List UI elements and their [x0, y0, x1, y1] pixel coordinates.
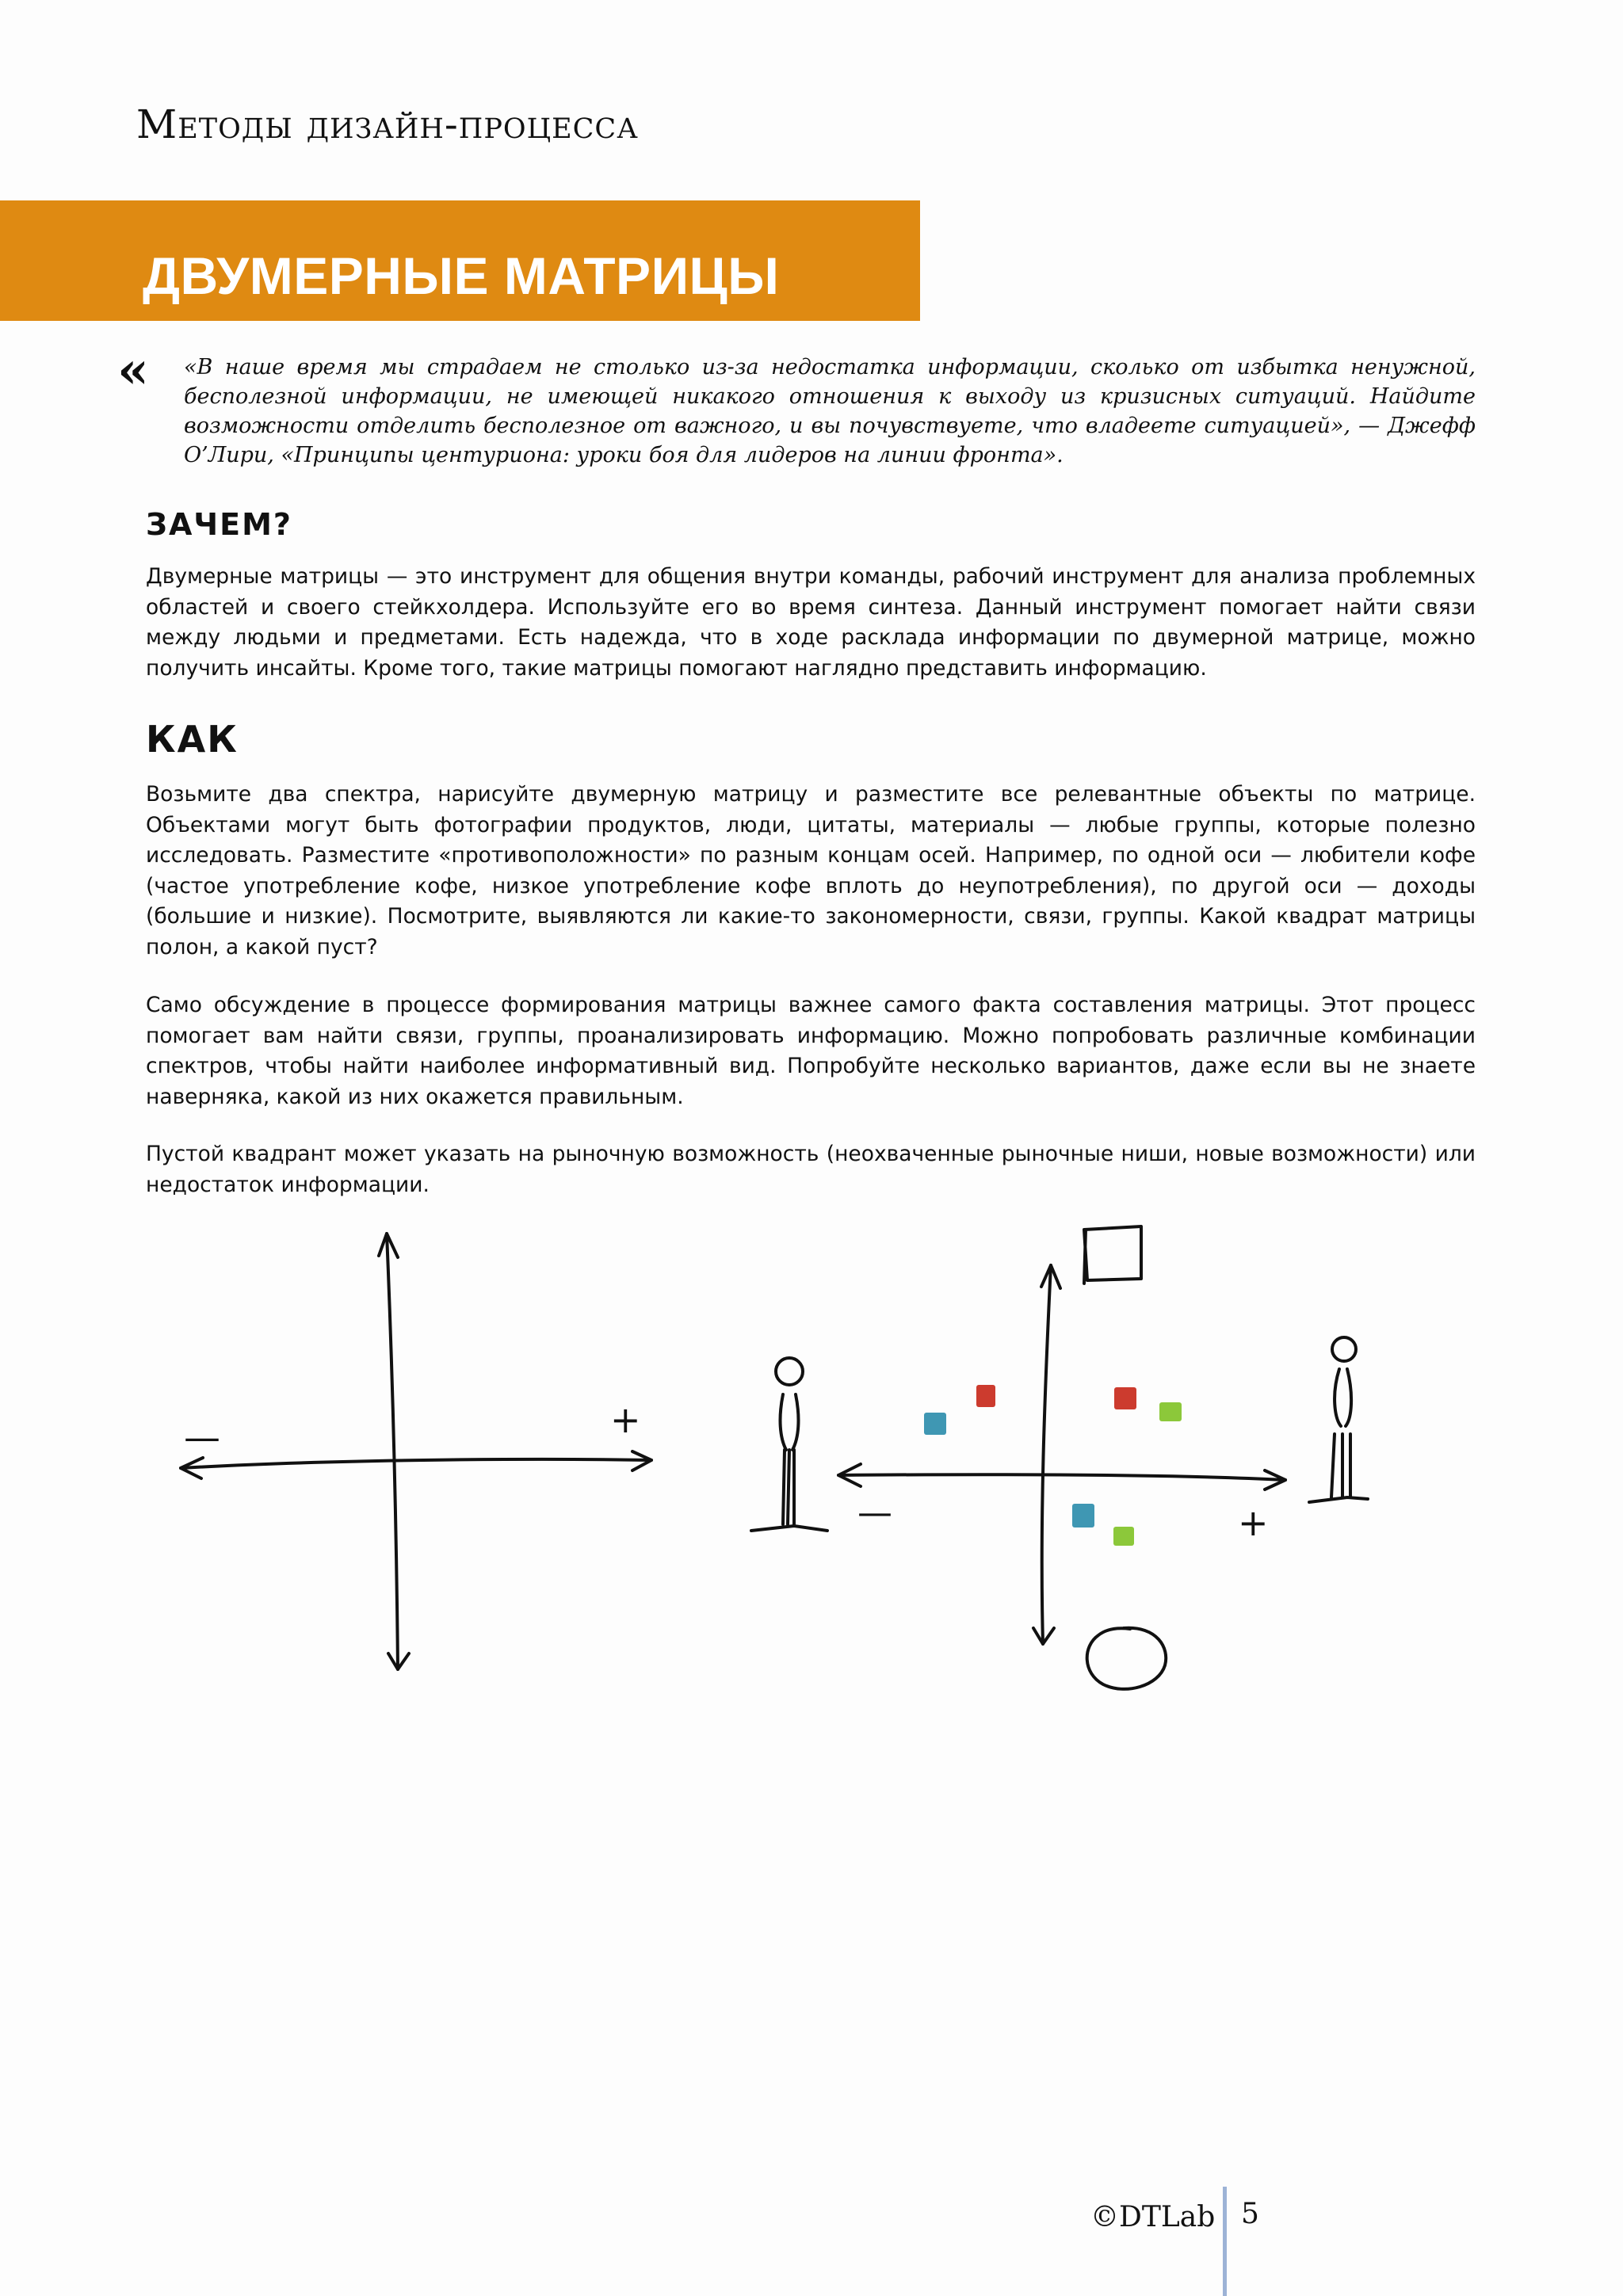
sticker-blue-1 — [924, 1413, 946, 1435]
right-horizontal-axis-arrow — [838, 1474, 1285, 1480]
page-number: 5 — [1241, 2198, 1259, 2230]
why-heading: ЗАЧЕМ? — [146, 507, 292, 542]
matrix-sketch-illustration — [0, 1212, 1623, 1719]
right-vertical-axis-arrow — [1042, 1265, 1051, 1644]
populated-matrix-sketch — [751, 1226, 1368, 1689]
horizontal-axis-arrow — [181, 1459, 651, 1468]
how-paragraph-3: Пустой квадрант может указать на рыночную возможность (неохваченные рыночные ниши, новые возможности) или недостаток информации. — [146, 1142, 1476, 1197]
footer-rule — [1223, 2187, 1227, 2296]
circle-icon — [1087, 1628, 1167, 1689]
how-heading: КАК — [146, 718, 239, 761]
sticker-green-1 — [1159, 1402, 1182, 1421]
left-matrix-plus-label: + — [610, 1398, 641, 1441]
vertical-axis-arrow — [387, 1234, 398, 1669]
empty-matrix-sketch — [181, 1234, 651, 1669]
quote-text: «В наше время мы страдаем не столько из-за недостатка информации, сколько от избытка ненужной, бесполезной информации, не имеющей никакого отношения к выходу из кризисных ситуаций. Найдите возможности отделить бесполезное от важного, и вы почувствуете, что владеете ситуацией», — Джефф О’Лири, «Принципы центуриона: уроки боя для лидеров на линии фронта». — [184, 355, 1476, 467]
left-matrix-minus-label: — — [184, 1416, 220, 1459]
right-matrix-plus-label: + — [1238, 1501, 1269, 1544]
running-title: Методы дизайн-процесса — [136, 101, 639, 147]
why-paragraph: Двумерные матрицы — это инструмент для общения внутри команды, рабочий инструмент для анализа проблемных областей и своего стейкхолдера. Используйте его во время синтеза. Данный инструмент помогает найти связи между людьми и предметами. Есть надежда, что в ходе расклада информации по двумерной матрице, можно получить инсайты. Кроме того, такие матрицы помогают наглядно представить информацию. — [146, 564, 1476, 681]
sticker-blue-2 — [1072, 1504, 1094, 1527]
how-paragraph-1: Возьмите два спектра, нарисуйте двумерную матрицу и разместите все релевантные объекты по матрице. Объектами могут быть фотографии продуктов, люди, цитаты, материалы — любые группы, которые полезно исследовать. Разместите «противоположности» по разным концам осей. Например, по одной оси — любители кофе (частое употребление кофе, низкое употребление кофе вплоть до неупотребления), по другой оси — доходы (большие и низкие). Посмотрите, выявляются ли какие-то закономерности, связи, группы. Какой квадрат матрицы полон, а какой пуст? — [146, 782, 1476, 959]
quote-mark-icon: « — [117, 341, 149, 400]
page-title: ДВУМЕРНЫЕ МАТРИЦЫ — [143, 246, 780, 305]
sticker-red-1 — [976, 1385, 995, 1407]
person-right-icon — [1309, 1337, 1368, 1502]
right-matrix-minus-label: — — [857, 1493, 892, 1533]
person-left-icon — [751, 1358, 827, 1531]
sticker-green-2 — [1113, 1527, 1134, 1546]
square-icon — [1084, 1226, 1141, 1283]
how-paragraph-2: Само обсуждение в процессе формирования матрицы важнее самого факта составления матрицы. Этот процесс помогает вам найти связи, группы, проанализировать информацию. Можно попробовать различные комбинации спектров, чтобы найти наиболее информативный вид. Попробуйте несколько вариантов, даже если вы не знаете наверняка, какой из них окажется правильным. — [146, 993, 1476, 1109]
footer-copyright: ©DTLab — [1090, 2201, 1216, 2233]
sticker-red-2 — [1114, 1387, 1136, 1409]
